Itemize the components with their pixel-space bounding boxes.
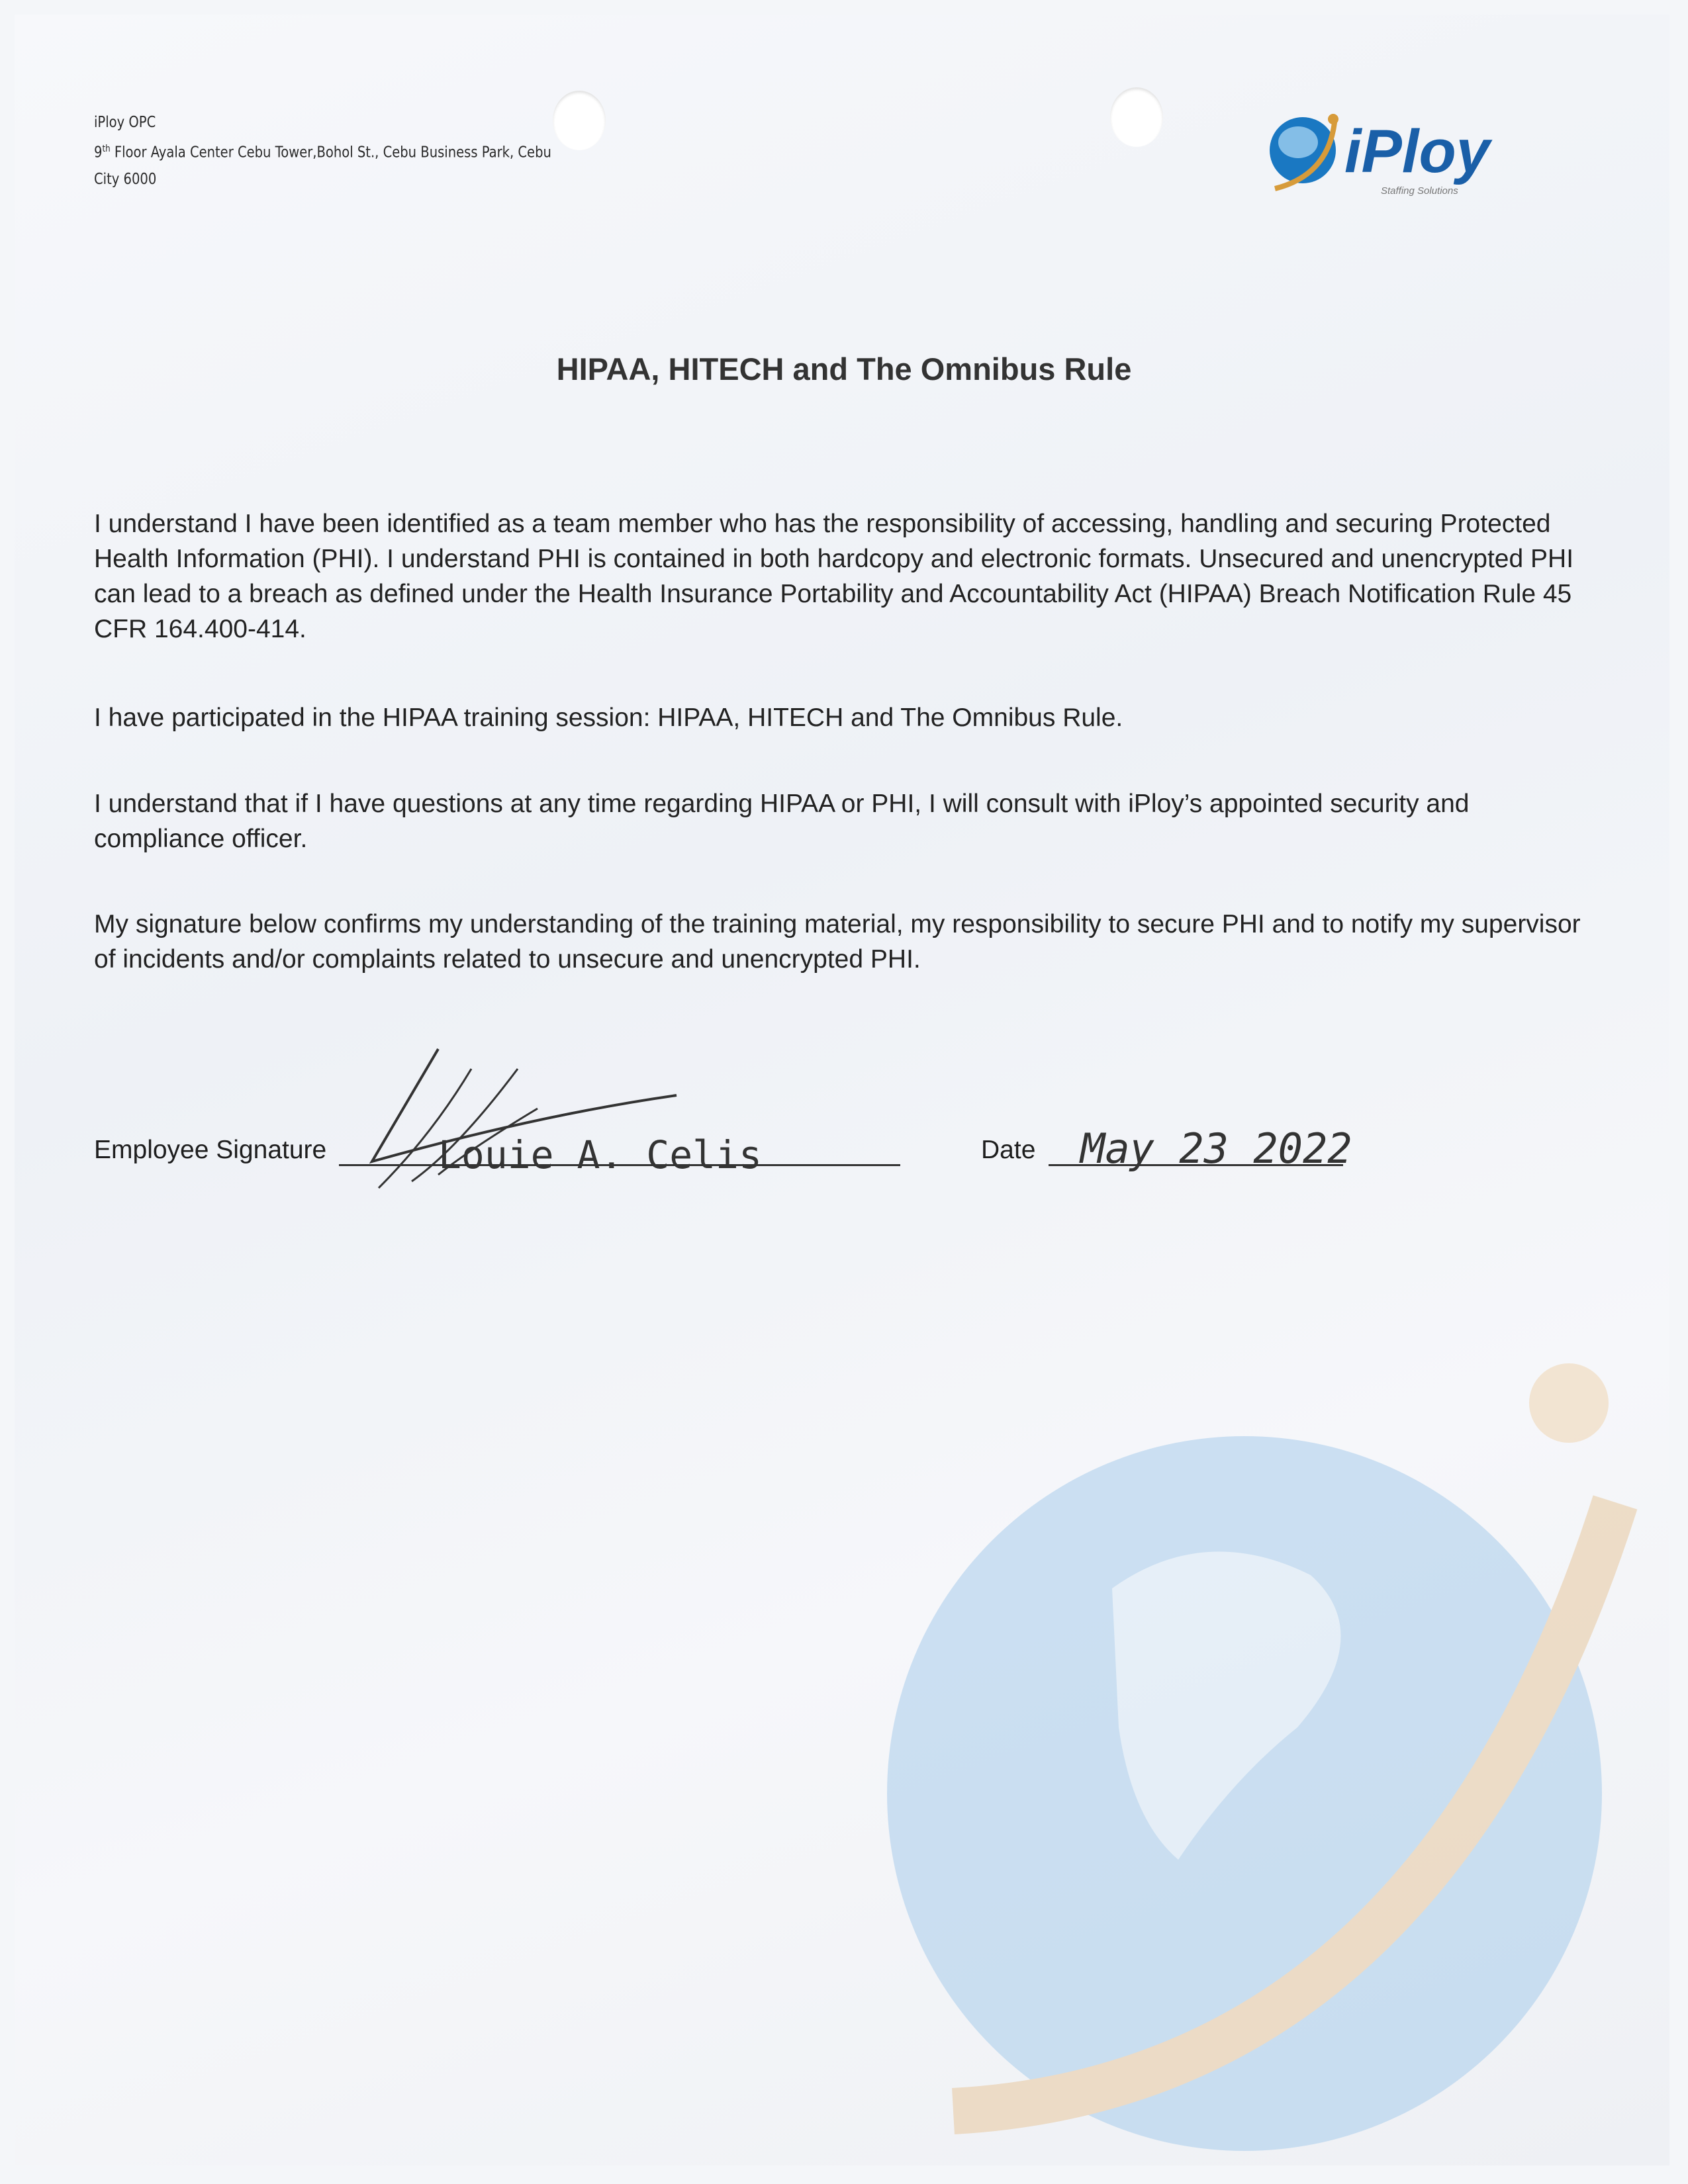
floor-number: 9	[94, 144, 103, 161]
logo-tagline: Staffing Solutions	[1381, 185, 1458, 197]
address-street: Floor Ayala Center Cebu Tower,Bohol St., Cebu Business Park, Cebu	[110, 144, 551, 161]
company-address	[94, 109, 551, 193]
company-name: iPloy OPC	[94, 114, 156, 131]
employee-signature-label: Employee Signature	[94, 1136, 327, 1164]
page-title: HIPAA, HITECH and The Omnibus Rule	[556, 351, 1132, 387]
paragraph-signature-confirmation: My signature below confirms my understanding of the training material, my responsibility to secure PHI and to notify my supervisor of incidents and/or complaints related to unsecure and unencrypted PHI.	[94, 910, 1581, 974]
punch-hole	[553, 91, 606, 150]
paragraph-phi-responsibility: I understand I have been identified as a team member who has the responsibility of accessing, handling and securing Protected Health Information (PHI). I understand PHI is contained in both hardcopy and electronic formats. Unsecured and unencrypted PHI can lead to a breach as defined under the Health Insurance Portability and Accountability Act (HIPAA) Breach Notification Rule 45 CFR 164.400-414.	[94, 510, 1574, 643]
iploy-logo	[1262, 109, 1513, 202]
punch-hole	[1110, 87, 1163, 147]
signature-row	[94, 1099, 1617, 1178]
floor-suffix: th	[102, 144, 111, 154]
handwritten-signature	[339, 1036, 855, 1195]
address-line-2: City 6000	[94, 170, 157, 188]
signature-name: Louie A. Celis	[438, 1132, 762, 1177]
globe-watermark	[834, 1357, 1662, 2151]
date-value: May 23 2022	[1080, 1124, 1352, 1173]
paragraph-questions: I understand that if I have questions at any time regarding HIPAA or PHI, I will consult with iPloy’s appointed security and compliance officer.	[94, 790, 1470, 853]
date-label: Date	[981, 1136, 1036, 1164]
paragraph-training-session: I have participated in the HIPAA training session: HIPAA, HITECH and The Omnibus Rule.	[94, 704, 1123, 732]
address-line-1	[94, 136, 551, 166]
logo-text: iPloy	[1344, 118, 1490, 185]
